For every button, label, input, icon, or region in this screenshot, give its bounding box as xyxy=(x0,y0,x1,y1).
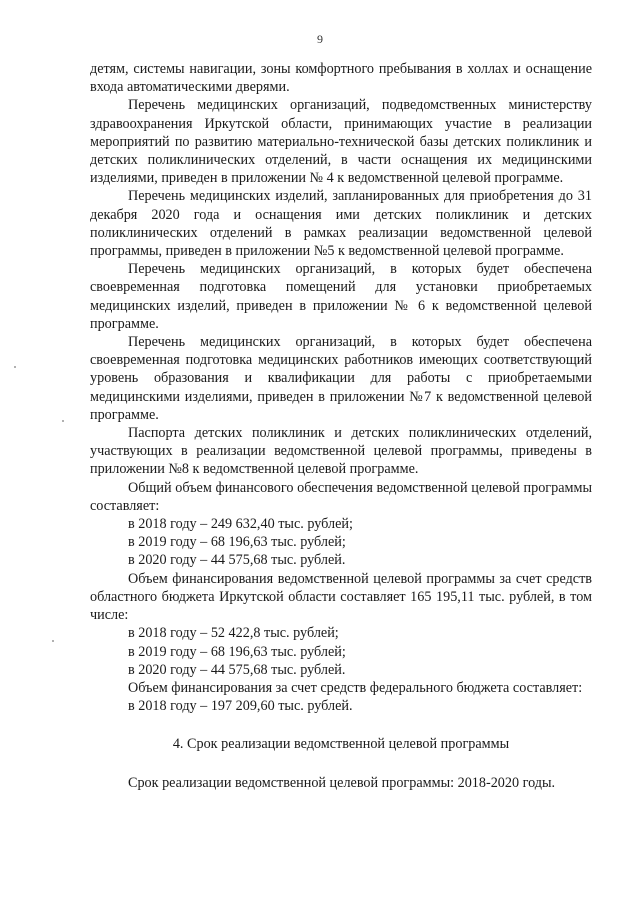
scan-speck xyxy=(14,366,16,368)
paragraph-appendix-5: Перечень медицинских изделий, запланированных для приобретения до 31 декабря 2020 года и оснащения ими детских поликлиник и детских поликлинических отделений в рамках реализации ведомственной целевой программы, приведен в приложении №5 к ведомственной целевой программе. xyxy=(90,188,592,260)
paragraph-federal-funding: Объем финансирования за счет средств федерального бюджета составляет: xyxy=(128,679,583,696)
funding-line: в 2018 году – 197 209,60 тыс. рублей. xyxy=(128,698,353,715)
funding-line: в 2019 году – 68 196,63 тыс. рублей; xyxy=(128,534,346,551)
funding-line: в 2018 году – 52 422,8 тыс. рублей; xyxy=(128,625,339,642)
section-heading: 4. Срок реализации ведомственной целевой программы xyxy=(172,736,510,753)
paragraph-appendix-4: Перечень медицинских организаций, подведомственных министерству здравоохранения Иркутской области, принимающих участие в реализации мероприятий по развитию материально-технической базы детских поликлиник и детских поликлинических отделений, в части оснащения их медицинскими изделиями, приведен в приложении № 4 к ведомственной целевой программе. xyxy=(90,97,592,187)
page-number: 9 xyxy=(317,32,323,46)
paragraph-total-funding: Общий объем финансового обеспечения ведомственной целевой программы составляет: xyxy=(90,479,592,514)
paragraph-appendix-7: Перечень медицинских организаций, в которых будет обеспечена своевременная подготовка медицинских работников имеющих соответствующий уровень образования и квалификации для работы с приобретаемыми медицинскими изделиями, приведен в приложении №7 к ведомственной целевой программе. xyxy=(90,334,592,423)
scan-speck xyxy=(62,420,64,422)
funding-line: в 2020 году – 44 575,68 тыс. рублей. xyxy=(128,661,346,678)
scan-speck xyxy=(52,640,54,642)
funding-line: в 2019 году – 68 196,63 тыс. рублей; xyxy=(128,643,346,660)
document-body xyxy=(90,60,592,792)
paragraph-appendix-8: Паспорта детских поликлиник и детских поликлинических отделений, участвующих в реализации ведомственной целевой программы, приведены в приложении №8 к ведомственной целевой программе. xyxy=(90,425,592,478)
paragraph-appendix-6: Перечень медицинских организаций, в которых будет обеспечена своевременная подготовка помещений для установки приобретаемых медицинских изделий, приведен в приложении № 6 к ведомственной целевой программе. xyxy=(90,261,592,332)
paragraph-regional-funding: Объем финансирования ведомственной целевой программы за счет средств областного бюджета Иркутской области составляет 165 195,11 тыс. рублей, в том числе: xyxy=(90,570,592,624)
funding-line: в 2020 году – 44 575,68 тыс. рублей. xyxy=(128,552,346,569)
paragraph-continuation: детям, системы навигации, зоны комфортного пребывания в холлах и оснащение входа автоматическими дверями. xyxy=(90,61,592,96)
paragraph-implementation-period: Срок реализации ведомственной целевой программы: 2018-2020 годы. xyxy=(128,774,556,791)
funding-line: в 2018 году – 249 632,40 тыс. рублей; xyxy=(128,516,353,533)
